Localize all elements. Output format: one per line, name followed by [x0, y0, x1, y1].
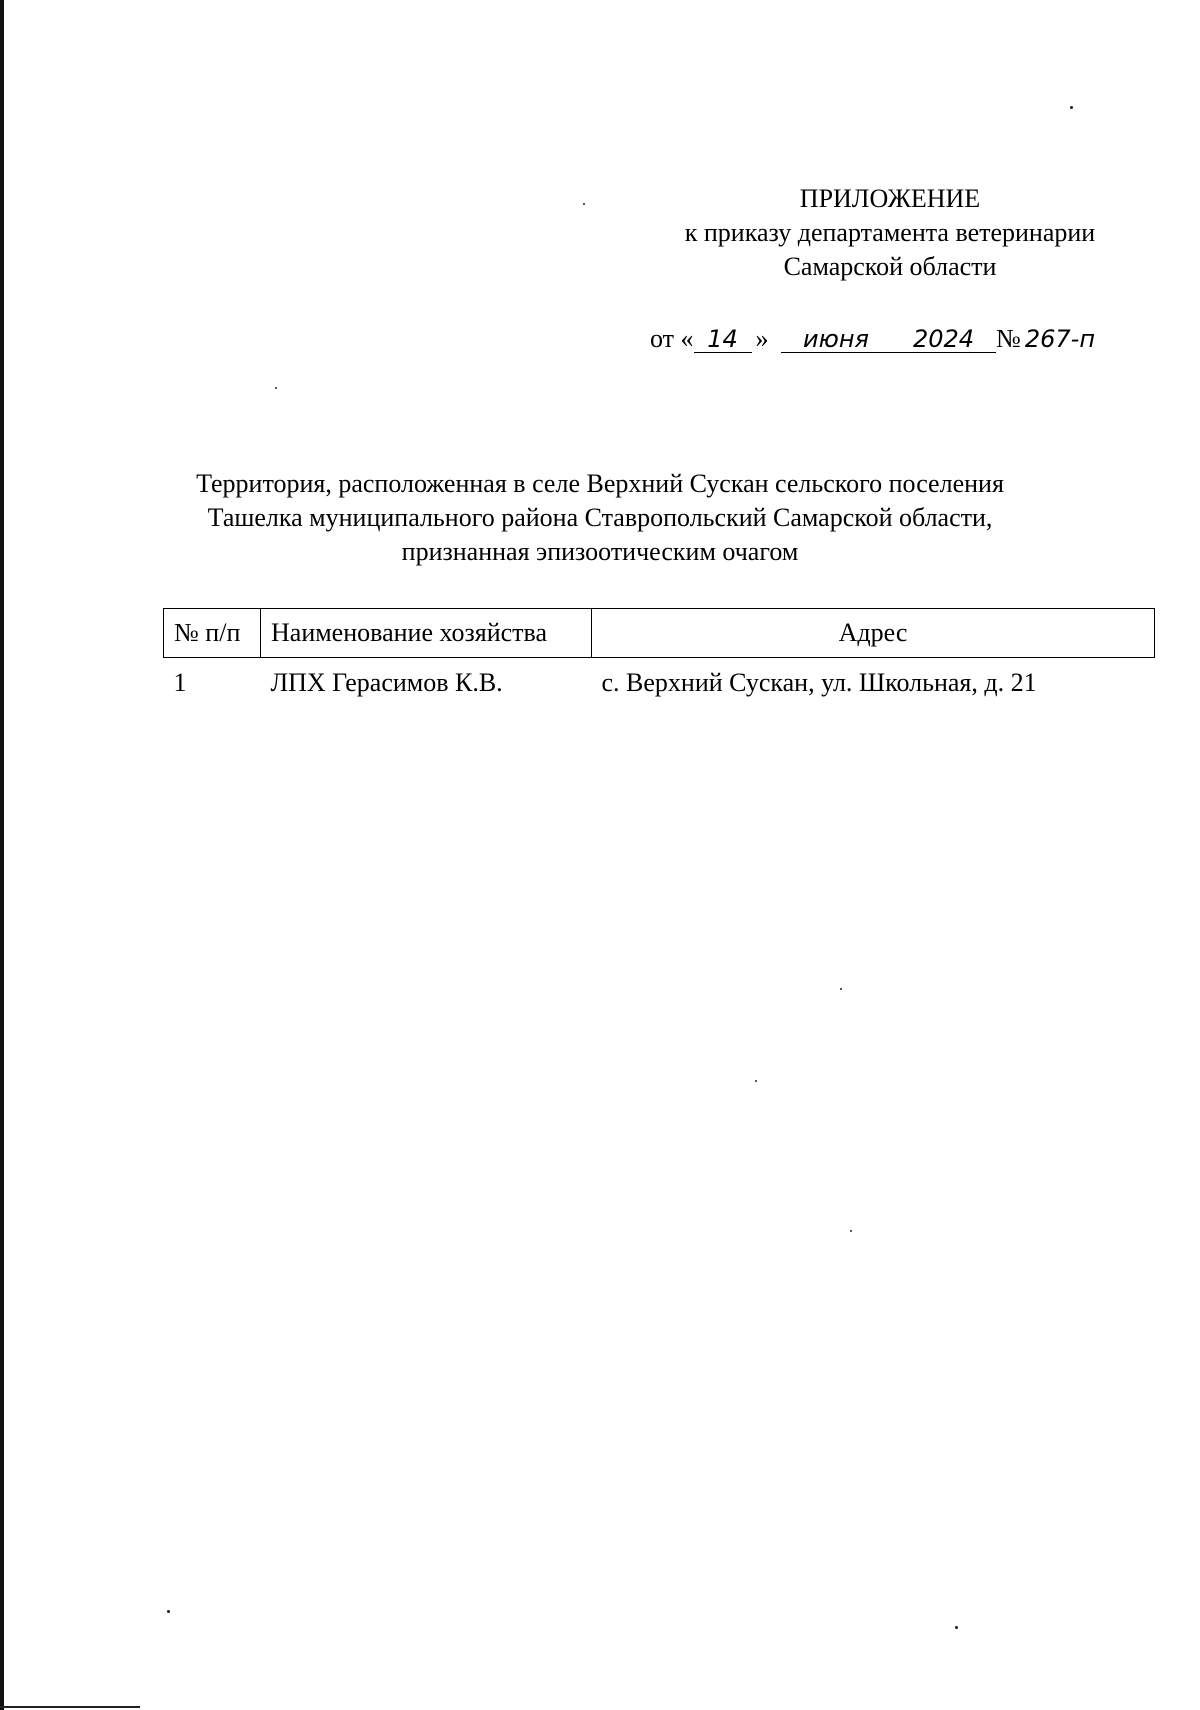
order-day: 14 — [694, 326, 752, 353]
scan-speck — [755, 1080, 757, 1082]
cell-address: с. Верхний Сускан, ул. Школьная, д. 21 — [601, 668, 1037, 697]
header-number: № п/п — [164, 609, 261, 658]
scan-edge-bottom — [0, 1706, 140, 1708]
scan-speck — [167, 1610, 170, 1613]
table-row — [164, 658, 1155, 709]
document-title — [0, 467, 1200, 569]
header-address: Адрес — [592, 609, 1155, 658]
order-number-label: № — [996, 324, 1021, 353]
header-farm-name: Наименование хозяйства — [261, 609, 592, 658]
title-line-2: Ташелка муниципального района Ставропольский Самарской области, — [207, 503, 993, 532]
cell-number: 1 — [173, 668, 187, 697]
order-month-year — [781, 326, 996, 353]
title-line-3: признанная эпизоотическим очагом — [401, 537, 799, 566]
appendix-line-2: Самарской области — [783, 252, 997, 281]
scan-speck — [850, 1230, 852, 1232]
order-year: 2024 — [912, 325, 975, 353]
order-month: июня — [803, 325, 869, 353]
appendix-line-1: к приказу департамента ветеринарии — [684, 218, 1096, 247]
order-number: 267-п — [1024, 325, 1096, 353]
appendix-title: ПРИЛОЖЕНИЕ — [799, 184, 981, 213]
scan-speck — [583, 203, 585, 205]
owners-table — [163, 608, 1155, 708]
title-line-1: Территория, расположенная в селе Верхний Сускан сельского поселения — [196, 469, 1004, 498]
cell-farm-name: ЛПХ Герасимов К.В. — [270, 668, 503, 697]
scan-speck — [955, 1626, 958, 1629]
scan-speck — [840, 988, 842, 990]
table-header-row — [164, 609, 1155, 658]
order-reference — [650, 324, 1096, 354]
order-prefix: от « — [650, 324, 694, 353]
order-quote-close: » — [755, 324, 769, 353]
scan-speck — [275, 387, 277, 389]
appendix-header — [600, 182, 1180, 284]
scan-speck — [1070, 106, 1073, 109]
scan-edge-left — [0, 0, 4, 1710]
